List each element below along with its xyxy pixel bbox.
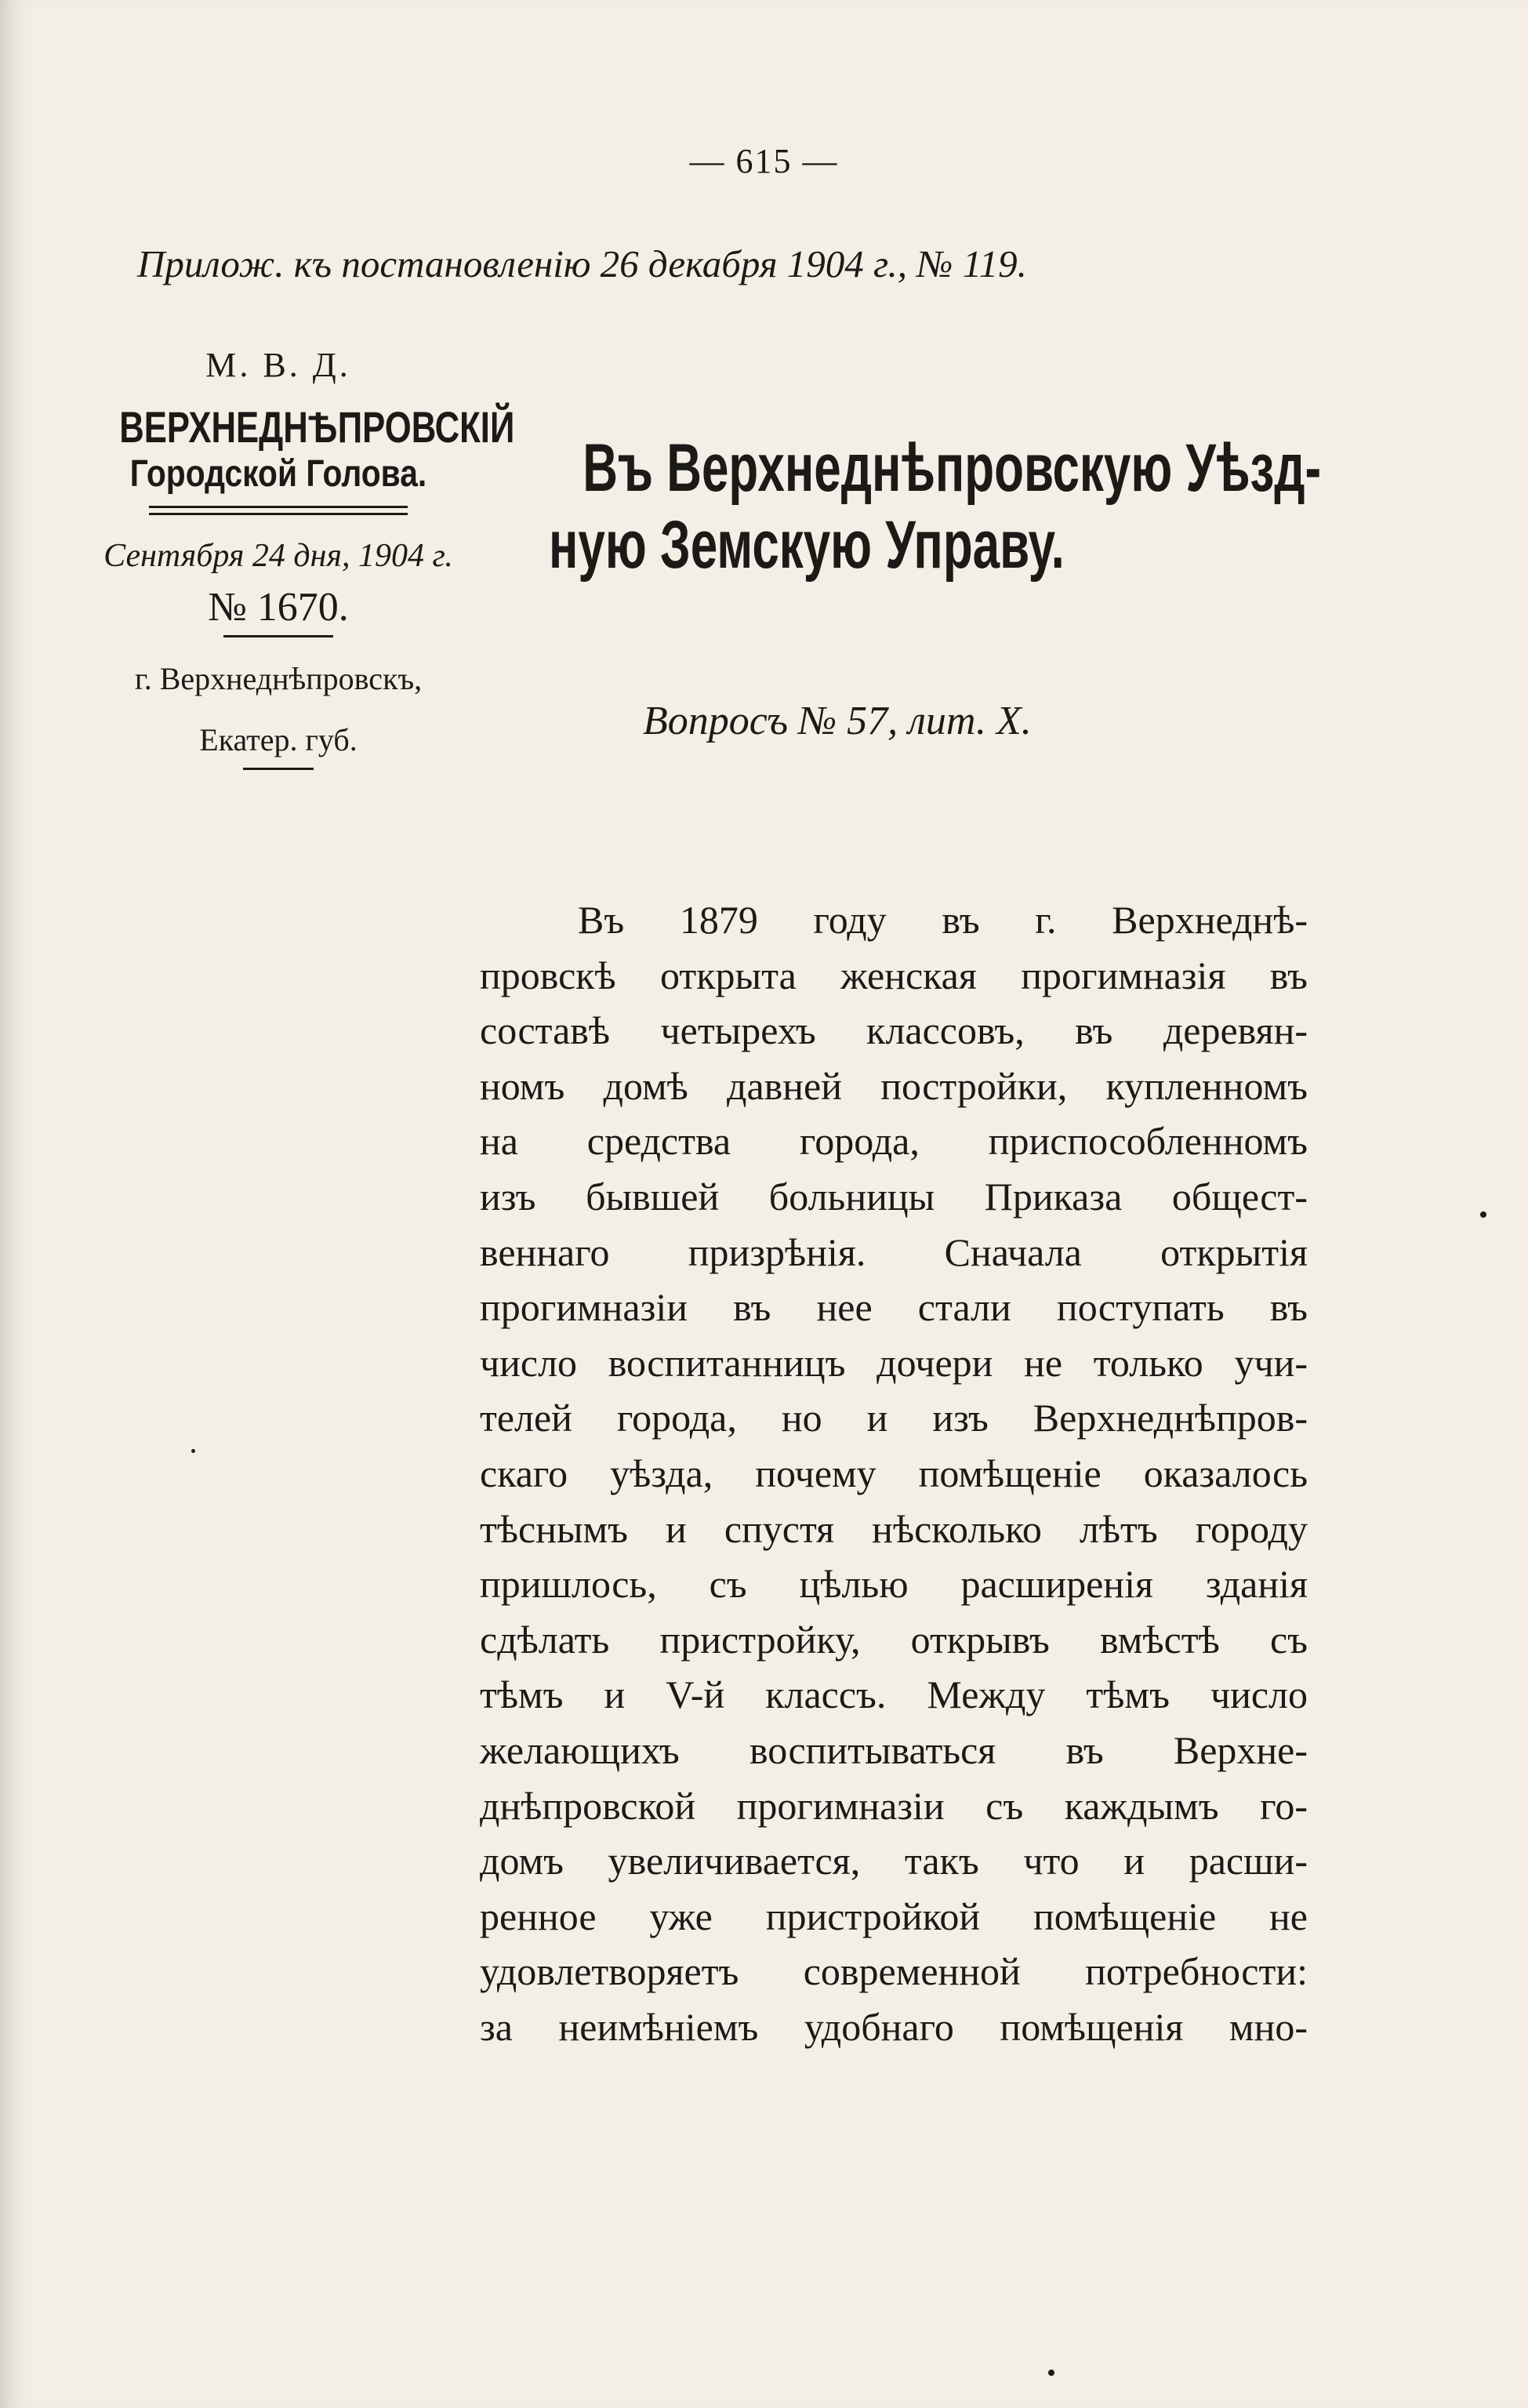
body-line: удовлетворяетъ современной потребности: xyxy=(480,1949,1308,1994)
addressee-line-1: Въ Верхнеднѣпровскую Уѣзд- xyxy=(583,430,1322,506)
body-line: изъ бывшей больницы Приказа общест- xyxy=(480,1174,1308,1219)
letter-date: Сентября 24 дня, 1904 г. xyxy=(103,538,453,574)
body-line: скаго уѣзда, почему помѣщеніе оказалось xyxy=(480,1451,1308,1495)
body-line: днѣпровской прогимназіи съ каждымъ го- xyxy=(480,1783,1308,1828)
rule-divider xyxy=(223,635,333,637)
body-line: провскѣ открыта женская прогимназія въ xyxy=(480,953,1308,997)
rule-short xyxy=(243,768,314,770)
body-line: пришлось, съ цѣлью расширенія зданія xyxy=(480,1562,1308,1607)
office-subtitle: Городской Голова. xyxy=(129,453,427,495)
body-line: домъ увеличивается, такъ что и расши- xyxy=(480,1839,1308,1883)
office-name: ВЕРХНЕДНѢПРОВСКІЙ xyxy=(119,402,515,452)
ministry-label: М. В. Д. xyxy=(205,346,351,384)
attachment-note: Прилож. къ постановленію 26 декабря 1904 г., № 119. xyxy=(137,242,1027,285)
ink-speck xyxy=(1048,2370,1054,2376)
body-line: на средства города, приспособленномъ xyxy=(480,1119,1308,1164)
body-line: веннаго призрѣнія. Сначала открытія xyxy=(480,1229,1308,1274)
body-text xyxy=(480,892,1308,2054)
body-line: за неимѣніемъ удобнаго помѣщенія мно- xyxy=(480,2004,1308,2049)
double-rule xyxy=(149,506,408,515)
addressee-heading xyxy=(549,430,1333,583)
letter-number: № 1670. xyxy=(208,585,349,630)
page-number: — 615 — xyxy=(689,142,839,180)
body-line: телей города, но и изъ Верхнеднѣпров- xyxy=(480,1396,1308,1440)
body-line: составѣ четырехъ классовъ, въ деревян- xyxy=(480,1008,1308,1053)
body-line: прогимназіи въ нее стали поступать въ xyxy=(480,1285,1308,1330)
question-reference: Вопросъ № 57, лит. Х. xyxy=(643,699,1032,743)
addressee-line-2: ную Земскую Управу. xyxy=(549,507,1065,583)
sender-block xyxy=(74,345,515,770)
body-line: Въ 1879 году въ г. Верхнеднѣ- xyxy=(578,898,1308,942)
body-line: тѣмъ и V-й классъ. Между тѣмъ число xyxy=(480,1673,1308,1717)
ink-speck xyxy=(1480,1211,1486,1218)
body-line: желающихъ воспитываться въ Верхне- xyxy=(480,1727,1308,1772)
body-line: ренное уже пристройкой помѣщеніе не xyxy=(480,1894,1308,1938)
sender-province: Екатер. губ. xyxy=(199,722,358,757)
sender-city: г. Верхнеднѣпровскъ, xyxy=(134,661,423,696)
ink-speck xyxy=(191,1449,195,1453)
body-line: тѣснымъ и спустя нѣсколько лѣтъ городу xyxy=(480,1506,1308,1551)
body-line: число воспитанницъ дочери не только учи- xyxy=(480,1340,1308,1385)
body-line: номъ домѣ давней постройки, купленномъ xyxy=(480,1063,1308,1108)
body-line: сдѣлать пристройку, открывъ вмѣстѣ съ xyxy=(480,1617,1308,1662)
